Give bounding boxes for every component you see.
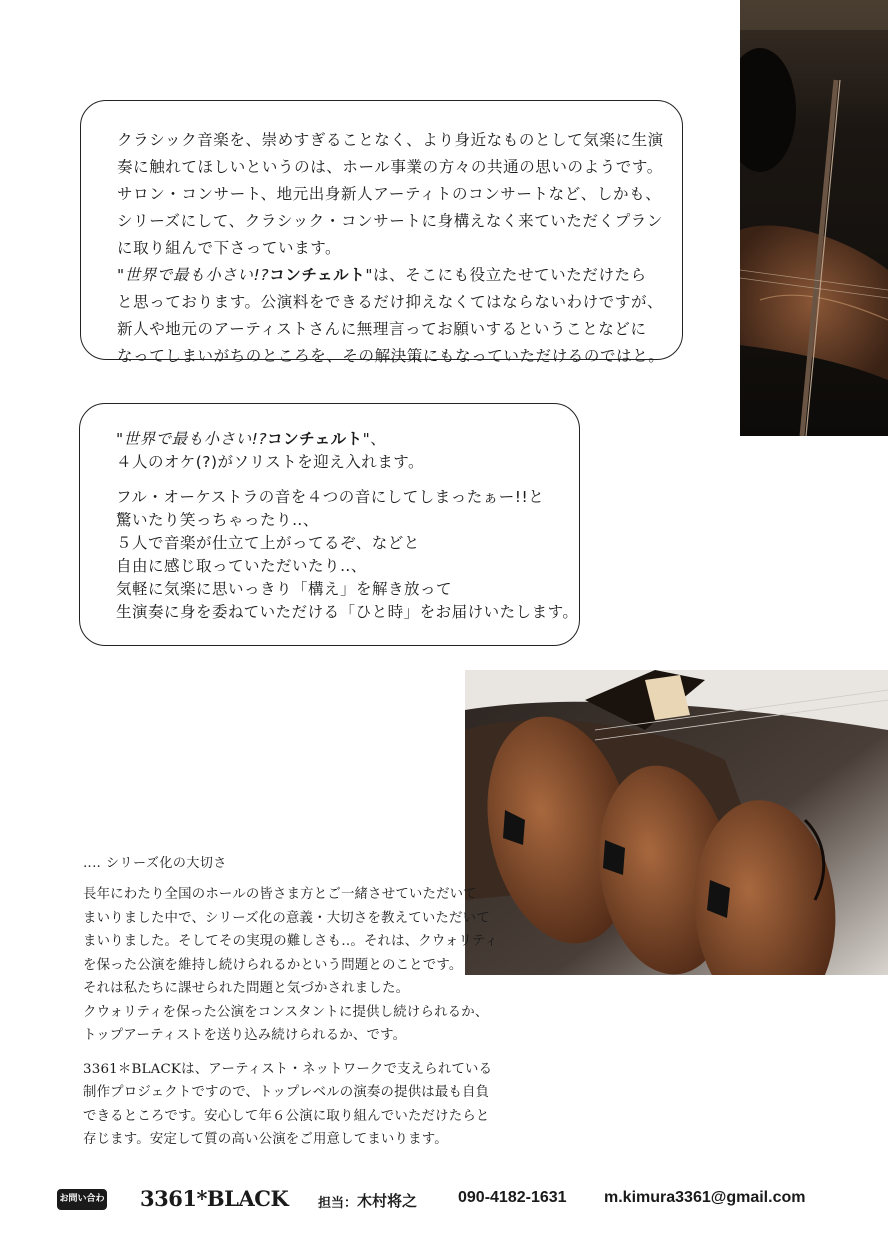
violinist-photo — [740, 0, 888, 436]
concept-line: 驚いたり笑っちゃったり‥、 — [116, 511, 319, 529]
series-line: を保った公演を維持し続けられるかという問題とのことです。 — [83, 957, 463, 973]
series-line: まいりました中で、シリーズ化の意義・大切さを教えていただいて — [83, 910, 490, 926]
concerto-bold-title: コンチェルト — [269, 266, 366, 284]
intro-line: 奏に触れてほしいというのは、ホール事業の方々の共通の思いのようです。 — [117, 158, 663, 176]
intro-line: サロン・コンサート、地元出身新人アーティトのコンサートなど、しかも、 — [117, 185, 662, 203]
person-name: 木村将之 — [357, 1192, 418, 1210]
concerto-script-title: 世界で最も小さい!? — [123, 430, 268, 448]
violins-photo — [465, 670, 888, 975]
series-line: まいりました。そしてその実現の難しさも‥。それは、クウォリティ — [83, 934, 498, 949]
concerto-script-title: 世界で最も小さい!? — [124, 266, 270, 284]
series-line: 3361＊BLACKは、アーティスト・ネットワークで支えられている — [83, 1061, 493, 1077]
series-line: できるところです。安心して年６公演に取り組んでいただけたらと — [83, 1108, 490, 1124]
intro-title-line: "世界で最も小さい!?コンチェルト"は、そこにも役立たせていただけたら — [117, 266, 647, 284]
concept-line: 気軽に気楽に思いっきり「構え」を解き放って — [116, 580, 453, 598]
series-line: 制作プロジェクトですので、トップレベルの演奏の提供は最も自負 — [83, 1085, 490, 1100]
brand-logo: 3361*BLACK — [140, 1186, 289, 1211]
series-line: クウォリティを保った公演をコンスタントに提供し続けられるか、 — [83, 1004, 489, 1020]
intro-line: に取り組んで下さっています。 — [117, 239, 342, 257]
phone-number[interactable]: 090-4182-1631 — [458, 1189, 567, 1206]
person-label: 担当： — [318, 1196, 358, 1211]
series-line: 長年にわたり全国のホールの皆さま方とご一緒させていただいて — [83, 887, 477, 902]
concept-line: フル・オーケストラの音を４つの音にしてしまったぁー!!と — [116, 488, 545, 506]
intro-line: クラシック音楽を、崇めすぎることなく、より身近なものとして気楽に生演 — [117, 131, 664, 149]
series-heading: ‥‥ シリーズ化の大切さ — [83, 856, 227, 871]
intro-line: 新人や地元のアーティストさんに無理言ってお願いするということなどに — [117, 320, 647, 338]
concept-text-box — [79, 403, 580, 646]
contact-footer — [0, 1180, 888, 1225]
intro-text-box — [80, 100, 683, 365]
intro-line: シリーズにして、クラシック・コンサートに身構えなく来ていただくプラン — [117, 212, 664, 230]
concept-line: ４人のオケ(?)がソリストを迎え入れます。 — [116, 453, 424, 471]
concept-title-line: "世界で最も小さい!?コンチェルト"、 — [116, 430, 387, 448]
series-line: 存じます。安定して質の高い公演をご用意してまいります。 — [83, 1132, 448, 1147]
concept-line: 自由に感じ取っていただいたり‥、 — [116, 557, 367, 575]
contact-tag: お問い合わせ — [57, 1189, 107, 1210]
concept-line: ５人で音楽が仕立て上がってるぞ、などと — [116, 534, 420, 552]
series-line: それは私たちに課せられた問題と気づかされました。 — [83, 981, 410, 996]
intro-line: と思っております。公演料をできるだけ抑えなくてはならないわけですが、 — [117, 293, 664, 311]
series-line: トップアーティストを送り込み続けられるか、です。 — [83, 1028, 407, 1043]
concept-line: 生演奏に身を委ねていただける「ひと時」をお届けいたします。 — [116, 603, 579, 621]
intro-line: なってしまいがちのところを、その解決策にもなっていただけるのではと。 — [117, 347, 665, 365]
concerto-bold-title: コンチェルト — [267, 430, 363, 448]
series-section — [83, 852, 523, 1152]
email-link[interactable]: m.kimura3361@gmail.com — [604, 1189, 806, 1206]
